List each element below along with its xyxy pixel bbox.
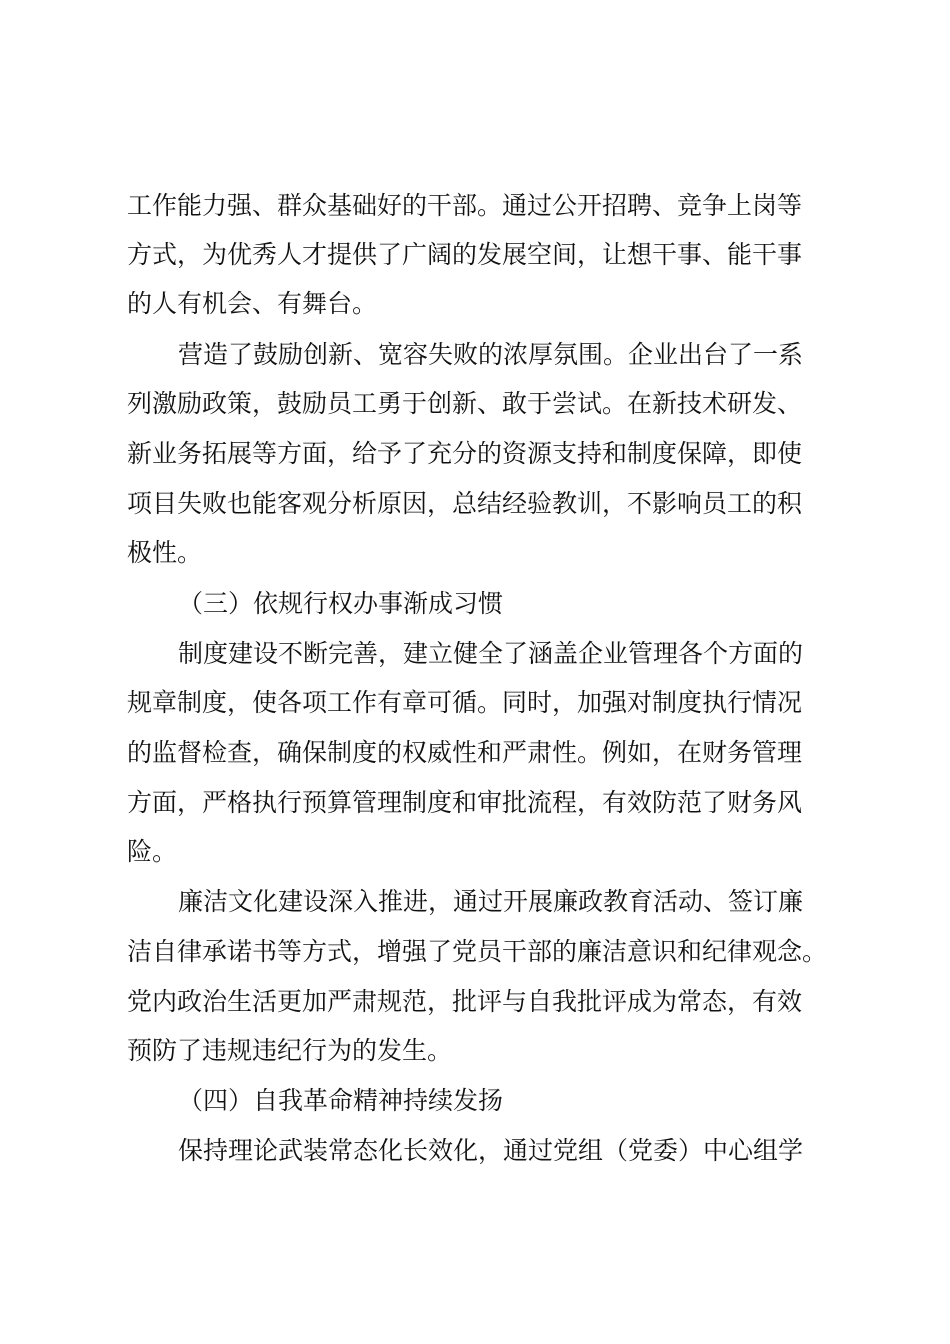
paragraph-line: 方面，严格执行预算管理制度和审批流程，有效防范了财务风 [127,788,803,817]
paragraph-line: 极性。 [127,538,203,567]
paragraph-line: 制度建设不断完善，建立健全了涵盖企业管理各个方面的 [178,639,804,668]
paragraph-line: 新业务拓展等方面，给予了充分的资源支持和制度保障，即使 [127,439,803,468]
paragraph-line: 廉洁文化建设深入推进，通过开展廉政教育活动、签订廉 [178,887,804,916]
paragraph-line: 规章制度，使各项工作有章可循。同时，加强对制度执行情况 [127,688,803,717]
paragraph-line: 党内政治生活更加严肃规范，批评与自我批评成为常态，有效 [127,987,803,1016]
paragraph-line: 工作能力强、群众基础好的干部。通过公开招聘、竞争上岗等 [127,191,803,220]
paragraph-line: 的监督检查，确保制度的权威性和严肃性。例如，在财务管理 [127,738,803,767]
paragraph-line: 的人有机会、有舞台。 [127,289,378,318]
paragraph-line: 项目失败也能客观分析原因，总结经验教训，不影响员工的积 [127,489,803,518]
paragraph-line: 营造了鼓励创新、宽容失败的浓厚氛围。企业出台了一系 [178,340,804,369]
paragraph-line: 险。 [127,837,178,866]
section-heading: （三）依规行权办事渐成习惯 [178,589,504,618]
section-heading: （四）自我革命精神持续发扬 [178,1086,504,1115]
paragraph-line: 预防了违规违纪行为的发生。 [127,1036,453,1065]
paragraph-line: 列激励政策，鼓励员工勇于创新、敢于尝试。在新技术研发、 [127,389,803,418]
paragraph-line: 洁自律承诺书等方式，增强了党员干部的廉洁意识和纪律观念。 [127,937,828,966]
paragraph-line: 方式，为优秀人才提供了广阔的发展空间，让想干事、能干事 [127,240,803,269]
paragraph-line: 保持理论武装常态化长效化，通过党组（党委）中心组学 [178,1136,804,1165]
